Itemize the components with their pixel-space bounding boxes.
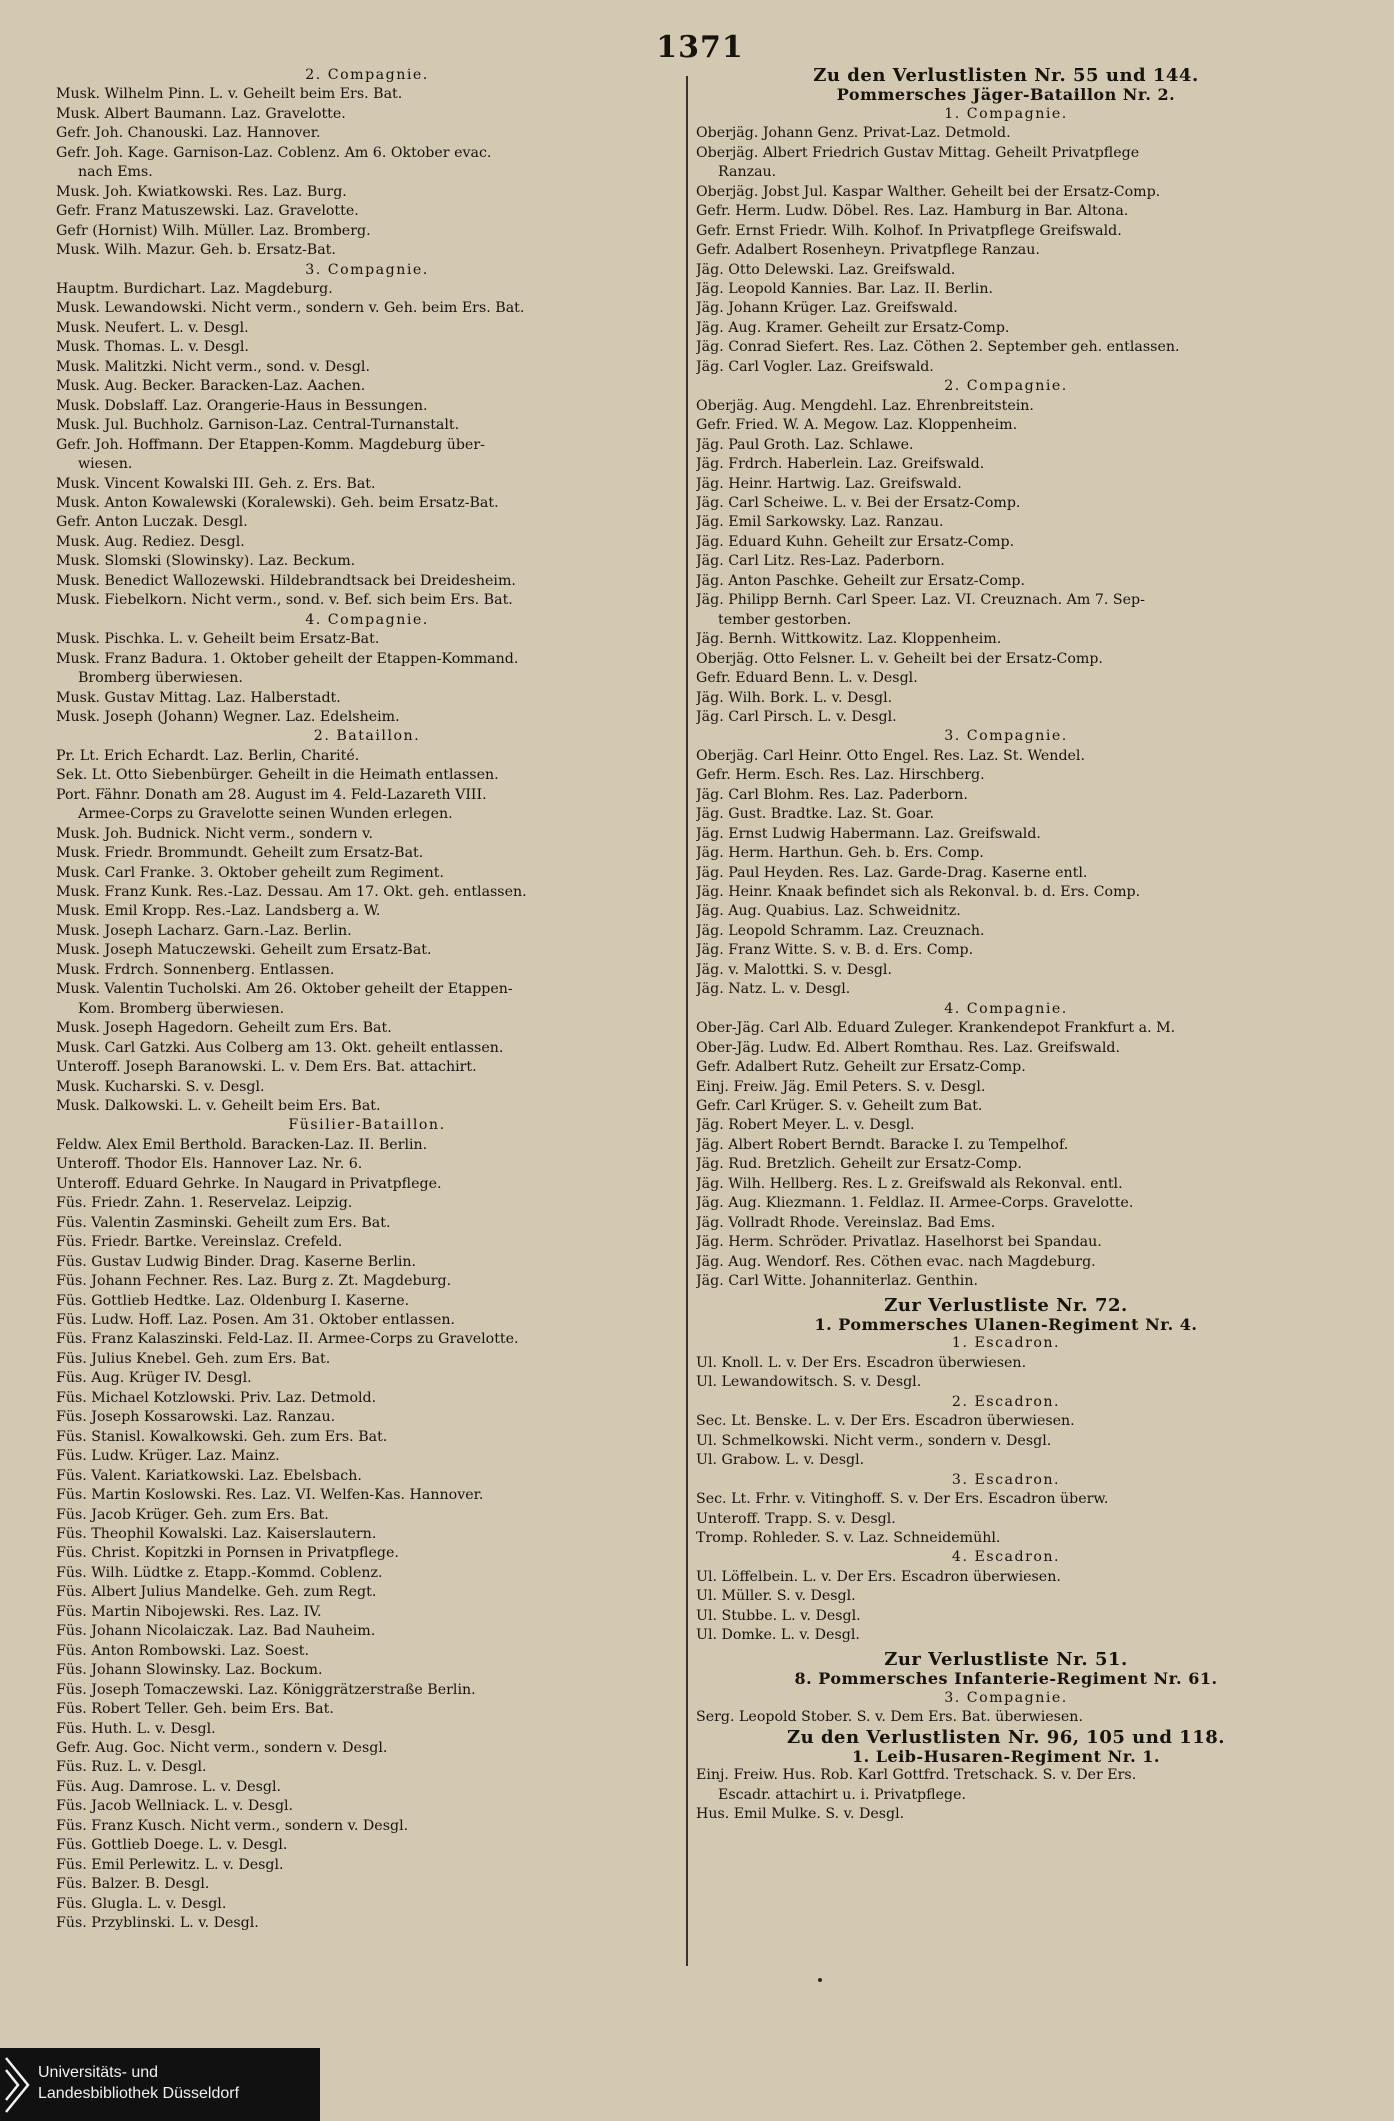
- casualty-entry: Jäg. Vollradt Rhode. Vereinslaz. Bad Ems.: [696, 1214, 996, 1231]
- casualty-entry: Jäg. Carl Scheiwe. L. v. Bei der Ersatz-Comp.: [696, 494, 1021, 511]
- casualty-entry: Jäg. Bernh. Wittkowitz. Laz. Kloppenheim.: [696, 631, 1002, 648]
- unit-heading: 4. Compagnie.: [944, 1000, 1068, 1017]
- casualty-entry: Jäg. Leopold Kannies. Bar. Laz. II. Berlin.: [696, 280, 993, 297]
- library-logo-line1: Universitäts- und: [38, 2064, 159, 2081]
- unit-heading: 1. Escadron.: [951, 1335, 1061, 1352]
- casualty-entry: Musk. Thomas. L. v. Desgl.: [56, 339, 249, 356]
- casualty-entry: Jäg. Leopold Schramm. Laz. Creuznach.: [696, 922, 985, 939]
- casualty-entry: Jäg. Carl Witte. Johanniterlaz. Genthin.: [696, 1273, 978, 1290]
- regiment-heading: 8. Pommersches Infanterie-Regiment Nr. 61.: [794, 1669, 1218, 1689]
- unit-heading: 4. Escadron.: [951, 1549, 1061, 1566]
- casualty-entry: Füs. Gottlieb Hedtke. Laz. Oldenburg I. Kaserne.: [56, 1292, 410, 1309]
- casualty-entry: Füs. Joseph Tomaczewski. Laz. Königgrätzerstraße Berlin.: [56, 1681, 476, 1698]
- casualty-entry: Musk. Gustav Mittag. Laz. Halberstadt.: [56, 689, 341, 706]
- casualty-entry: Füs. Johann Slowinsky. Laz. Bockum.: [56, 1662, 323, 1679]
- casualty-entry: Jäg. Rud. Bretzlich. Geheilt zur Ersatz-Comp.: [696, 1156, 1022, 1173]
- unit-heading: 3. Compagnie.: [944, 1689, 1068, 1706]
- casualty-entry: Füs. Johann Fechner. Res. Laz. Burg z. Zt. Magdeburg.: [56, 1273, 452, 1290]
- casualty-entry: Jäg. Herm. Schröder. Privatlaz. Haselhorst bei Spandau.: [696, 1234, 1102, 1251]
- casualty-entry: Ul. Stubbe. L. v. Desgl.: [696, 1607, 861, 1624]
- casualty-entry: Füs. Stanisl. Kowalkowski. Geh. zum Ers. Bat.: [56, 1428, 388, 1445]
- casualty-entry: Gefr. Franz Matuszewski. Laz. Gravelotte.: [56, 203, 359, 220]
- page-number: 1371: [656, 30, 744, 65]
- casualty-entry: Sec. Lt. Benske. L. v. Der Ers. Escadron überwiesen.: [696, 1413, 1075, 1430]
- casualty-entry: Serg. Leopold Stober. S. v. Dem Ers. Bat. überwiesen.: [696, 1709, 1083, 1726]
- casualty-entry: Ul. Lewandowitsch. S. v. Desgl.: [696, 1374, 922, 1391]
- casualty-entry: Gefr. Eduard Benn. L. v. Desgl.: [696, 670, 918, 687]
- unit-heading: 1. Compagnie.: [944, 105, 1068, 122]
- casualty-entry: Tromp. Rohleder. S. v. Laz. Schneidemühl.: [696, 1529, 1001, 1546]
- casualty-entry: Musk. Aug. Becker. Baracken-Laz. Aachen.: [56, 378, 366, 395]
- casualty-entry: Musk. Fiebelkorn. Nicht verm., sond. v. Bef. sich beim Ers. Bat.: [56, 592, 513, 609]
- casualty-entry: Musk. Franz Badura. 1. Oktober geheilt der Etappen-Kommand.: [56, 650, 519, 667]
- casualty-entry: Musk. Franz Kunk. Res.-Laz. Dessau. Am 17. Okt. geh. entlassen.: [56, 884, 527, 901]
- casualty-entry: Hus. Emil Mulke. S. v. Desgl.: [696, 1806, 905, 1823]
- casualty-entry: Jäg. Robert Meyer. L. v. Desgl.: [696, 1117, 915, 1134]
- casualty-entry: Einj. Freiw. Jäg. Emil Peters. S. v. Desgl.: [696, 1078, 986, 1095]
- regiment-heading: 1. Pommersches Ulanen-Regiment Nr. 4.: [814, 1315, 1198, 1334]
- library-logo-text: [38, 2062, 239, 2104]
- casualty-entry: Ul. Schmelkowski. Nicht verm., sondern v. Desgl.: [696, 1432, 1052, 1449]
- casualty-entry: Jäg. Otto Delewski. Laz. Greifswald.: [696, 261, 956, 278]
- casualty-entry: Kom. Bromberg überwiesen.: [78, 1000, 285, 1017]
- casualty-entry: Jäg. Johann Krüger. Laz. Greifswald.: [696, 300, 958, 317]
- casualty-entry: Füs. Christ. Kopitzki in Pornsen in Privatpflege.: [56, 1545, 399, 1562]
- casualty-entry: Port. Fähnr. Donath am 28. August im 4. Feld-Lazareth VIII.: [56, 786, 487, 803]
- casualty-entry: Musk. Valentin Tucholski. Am 26. Oktober geheilt der Etappen-: [56, 981, 513, 998]
- casualty-entry: Musk. Joseph (Johann) Wegner. Laz. Edelsheim.: [56, 708, 400, 725]
- casualty-entry: Füs. Michael Kotzlowski. Priv. Laz. Detmold.: [56, 1389, 377, 1406]
- casualty-entry: Füs. Ludw. Krüger. Laz. Mainz.: [56, 1448, 280, 1465]
- casualty-entry: Gefr. Adalbert Rutz. Geheilt zur Ersatz-Comp.: [696, 1059, 1026, 1076]
- casualty-entry: Gefr. Fried. W. A. Megow. Laz. Kloppenheim.: [696, 417, 1018, 434]
- casualty-entry: Gefr. Herm. Ludw. Döbel. Res. Laz. Hamburg in Bar. Altona.: [696, 203, 1129, 220]
- casualty-entry: Jäg. Aug. Quabius. Laz. Schweidnitz.: [696, 903, 961, 920]
- regiment-heading: Pommersches Jäger-Bataillon Nr. 2.: [836, 85, 1176, 105]
- casualty-entry: Musk. Wilhelm Pinn. L. v. Geheilt beim Ers. Bat.: [56, 86, 403, 103]
- casualty-entry: Sec. Lt. Frhr. v. Vitinghoff. S. v. Der Ers. Escadron überw.: [696, 1491, 1109, 1508]
- casualty-entry: Musk. Emil Kropp. Res.-Laz. Landsberg a. W.: [56, 903, 381, 920]
- unit-heading: Füsilier-Bataillon.: [288, 1117, 446, 1134]
- casualty-entry: Gefr. Joh. Chanouski. Laz. Hannover.: [56, 125, 321, 142]
- casualty-entry: Füs. Anton Rombowski. Laz. Soest.: [56, 1642, 309, 1659]
- casualty-entry: Feldw. Alex Emil Berthold. Baracken-Laz. II. Berlin.: [56, 1136, 428, 1153]
- casualty-entry: Füs. Huth. L. v. Desgl.: [56, 1720, 216, 1737]
- casualty-entry: Füs. Gustav Ludwig Binder. Drag. Kaserne Berlin.: [56, 1253, 417, 1270]
- casualty-entry: Gefr. Herm. Esch. Res. Laz. Hirschberg.: [696, 767, 985, 784]
- casualty-entry: Füs. Robert Teller. Geh. beim Ers. Bat.: [56, 1701, 334, 1718]
- casualty-entry: Füs. Joseph Kossarowski. Laz. Ranzau.: [56, 1409, 336, 1426]
- casualty-entry: Ul. Grabow. L. v. Desgl.: [696, 1452, 865, 1469]
- casualty-entry: nach Ems.: [78, 164, 153, 181]
- casualty-entry: Musk. Jul. Buchholz. Garnison-Laz. Central-Turnanstalt.: [56, 417, 460, 434]
- casualty-entry: Jäg. Paul Heyden. Res. Laz. Garde-Drag. Kaserne entl.: [696, 864, 1088, 881]
- casualty-entry: Musk. Aug. Rediez. Desgl.: [56, 533, 245, 550]
- casualty-entry: Ul. Löffelbein. L. v. Der Ers. Escadron überwiesen.: [696, 1568, 1061, 1585]
- casualty-entry: Füs. Aug. Krüger IV. Desgl.: [56, 1370, 252, 1387]
- casualty-entry: Pr. Lt. Erich Echardt. Laz. Berlin, Charité.: [56, 747, 360, 764]
- casualty-entry: Sek. Lt. Otto Siebenbürger. Geheilt in die Heimath entlassen.: [56, 767, 499, 784]
- casualty-entry: Gefr. Joh. Kage. Garnison-Laz. Coblenz. Am 6. Oktober evac.: [56, 144, 492, 161]
- casualty-entry: Escadr. attachirt u. i. Privatpflege.: [718, 1786, 966, 1803]
- casualty-entry: Musk. Carl Franke. 3. Oktober geheilt zum Regiment.: [56, 864, 444, 881]
- casualty-entry: Füs. Balzer. B. Desgl.: [56, 1876, 210, 1893]
- casualty-entry: Füs. Martin Nibojewski. Res. Laz. IV.: [56, 1603, 322, 1620]
- column-divider: [686, 76, 688, 1966]
- casualty-entry: Füs. Ruz. L. v. Desgl.: [56, 1759, 207, 1776]
- casualty-entry: Jäg. Wilh. Bork. L. v. Desgl.: [696, 689, 893, 706]
- casualty-entry: Oberjäg. Jobst Jul. Kaspar Walther. Geheilt bei der Ersatz-Comp.: [696, 183, 1161, 200]
- unit-heading: 2. Bataillon.: [313, 728, 421, 745]
- casualty-entry: Musk. Joseph Hagedorn. Geheilt zum Ers. Bat.: [56, 1020, 392, 1037]
- casualty-entry: Füs. Aug. Damrose. L. v. Desgl.: [56, 1778, 282, 1795]
- casualty-entry: Hauptm. Burdichart. Laz. Magdeburg.: [56, 280, 333, 297]
- casualty-entry: Musk. Anton Kowalewski (Koralewski). Geh. beim Ersatz-Bat.: [56, 494, 499, 511]
- casualty-entry: Musk. Pischka. L. v. Geheilt beim Ersatz-Bat.: [56, 631, 380, 648]
- casualty-entry: Oberjäg. Albert Friedrich Gustav Mittag. Geheilt Privatpflege: [696, 144, 1140, 161]
- casualty-entry: Musk. Kucharski. S. v. Desgl.: [56, 1078, 265, 1095]
- casualty-entry: Musk. Joseph Matuczewski. Geheilt zum Ersatz-Bat.: [56, 942, 432, 959]
- casualty-entry: Jäg. Carl Vogler. Laz. Greifswald.: [696, 358, 934, 375]
- casualty-entry: Jäg. Carl Litz. Res-Laz. Paderborn.: [696, 553, 945, 570]
- casualty-entry: Musk. Carl Gatzki. Aus Colberg am 13. Okt. geheilt entlassen.: [56, 1039, 504, 1056]
- casualty-entry: Füs. Friedr. Bartke. Vereinslaz. Crefeld.: [56, 1234, 343, 1251]
- casualty-entry: Musk. Friedr. Brommundt. Geheilt zum Ersatz-Bat.: [56, 845, 424, 862]
- unit-heading: 2. Compagnie.: [944, 378, 1068, 395]
- right-column: [696, 66, 1316, 1825]
- casualty-entry: Füs. Glugla. L. v. Desgl.: [56, 1895, 227, 1912]
- casualty-entry: Musk. Slomski (Slowinsky). Laz. Beckum.: [56, 553, 356, 570]
- casualty-entry: Musk. Vincent Kowalski III. Geh. z. Ers. Bat.: [56, 475, 376, 492]
- casualty-entry: Gefr. Anton Luczak. Desgl.: [56, 514, 248, 531]
- casualty-entry: tember gestorben.: [718, 611, 852, 628]
- casualty-entry: Musk. Joh. Kwiatkowski. Res. Laz. Burg.: [56, 183, 347, 200]
- casualty-entry: Füs. Wilh. Lüdtke z. Etapp.-Kommd. Coblenz.: [56, 1564, 383, 1581]
- library-logo-icon: [4, 2056, 30, 2114]
- unit-heading: 2. Compagnie.: [305, 67, 429, 83]
- casualty-entry: Unteroff. Trapp. S. v. Desgl.: [696, 1510, 896, 1527]
- casualty-entry: Oberjäg. Aug. Mengdehl. Laz. Ehrenbreitstein.: [696, 397, 1034, 414]
- casualty-entry: Musk. Lewandowski. Nicht verm., sondern v. Geh. beim Ers. Bat.: [56, 300, 525, 317]
- unit-heading: 2. Escadron.: [951, 1393, 1061, 1410]
- list-title: Zur Verlustliste Nr. 72.: [884, 1295, 1128, 1315]
- list-title: Zur Verlustliste Nr. 51.: [884, 1649, 1128, 1670]
- casualty-entry: Jäg. Natz. L. v. Desgl.: [696, 981, 851, 998]
- casualty-entry: Musk. Neufert. L. v. Desgl.: [56, 319, 249, 336]
- casualty-entry: Musk. Benedict Wallozewski. Hildebrandtsack bei Dreidesheim.: [56, 572, 516, 589]
- casualty-entry: Jäg. Heinr. Hartwig. Laz. Greifswald.: [696, 475, 962, 492]
- casualty-entry: Oberjäg. Otto Felsner. L. v. Geheilt bei der Ersatz-Comp.: [696, 650, 1103, 667]
- casualty-entry: Jäg. Aug. Wendorf. Res. Cöthen evac. nach Magdeburg.: [696, 1253, 1096, 1270]
- casualty-entry: Musk. Dobslaff. Laz. Orangerie-Haus in Bessungen.: [56, 397, 428, 414]
- casualty-entry: Musk. Malitzki. Nicht verm., sond. v. Desgl.: [56, 358, 370, 375]
- casualty-entry: Jäg. Wilh. Hellberg. Res. L z. Greifswald als Rekonval. entl.: [696, 1175, 1123, 1192]
- casualty-entry: Oberjäg. Johann Genz. Privat-Laz. Detmold.: [696, 125, 1011, 142]
- casualty-entry: Füs. Friedr. Zahn. 1. Reservelaz. Leipzig.: [56, 1195, 353, 1212]
- regiment-heading: 1. Leib-Husaren-Regiment Nr. 1.: [852, 1746, 1160, 1766]
- casualty-entry: Jäg. v. Malottki. S. v. Desgl.: [696, 961, 892, 978]
- casualty-entry: Jäg. Conrad Siefert. Res. Laz. Cöthen 2. September geh. entlassen.: [696, 339, 1180, 356]
- casualty-entry: Musk. Albert Baumann. Laz. Gravelotte.: [56, 105, 346, 122]
- casualty-entry: Ranzau.: [718, 164, 777, 181]
- casualty-entry: Jäg. Gust. Bradtke. Laz. St. Goar.: [696, 806, 935, 823]
- casualty-entry: Armee-Corps zu Gravelotte seinen Wunden erlegen.: [78, 806, 453, 823]
- casualty-entry: Ul. Müller. S. v. Desgl.: [696, 1588, 856, 1605]
- ink-speck: [818, 1978, 822, 1982]
- casualty-entry: Gefr. Carl Krüger. S. v. Geheilt zum Bat.: [696, 1098, 983, 1115]
- casualty-entry: Bromberg überwiesen.: [78, 670, 243, 687]
- casualty-entry: Ober-Jäg. Ludw. Ed. Albert Romthau. Res. Laz. Greifswald.: [696, 1039, 1120, 1056]
- casualty-entry: Jäg. Aug. Kramer. Geheilt zur Ersatz-Comp.: [696, 319, 1010, 336]
- casualty-entry: Füs. Jacob Krüger. Geh. zum Ers. Bat.: [56, 1506, 329, 1523]
- casualty-entry: Ul. Knoll. L. v. Der Ers. Escadron überwiesen.: [696, 1354, 1027, 1371]
- casualty-entry: Füs. Valentin Zasminski. Geheilt zum Ers. Bat.: [56, 1214, 391, 1231]
- casualty-entry: Musk. Joh. Budnick. Nicht verm., sondern v.: [56, 825, 373, 842]
- casualty-entry: Jäg. Anton Paschke. Geheilt zur Ersatz-Comp.: [696, 572, 1026, 589]
- casualty-entry: Füs. Przyblinski. L. v. Desgl.: [56, 1915, 259, 1932]
- casualty-entry: Füs. Gottlieb Doege. L. v. Desgl.: [56, 1837, 288, 1854]
- casualty-entry: Unteroff. Eduard Gehrke. In Naugard in Privatpflege.: [56, 1175, 442, 1192]
- library-logo-line2: Landesbibliothek Düsseldorf: [38, 2085, 240, 2102]
- casualty-entry: Füs. Jacob Wellniack. L. v. Desgl.: [56, 1798, 294, 1815]
- list-title: Zu den Verlustlisten Nr. 55 und 144.: [813, 66, 1199, 86]
- casualty-entry: Oberjäg. Carl Heinr. Otto Engel. Res. Laz. St. Wendel.: [696, 747, 1085, 764]
- casualty-entry: Füs. Martin Koslowski. Res. Laz. VI. Welfen-Kas. Hannover.: [56, 1487, 484, 1504]
- casualty-entry: Ober-Jäg. Carl Alb. Eduard Zuleger. Krankendepot Frankfurt a. M.: [696, 1020, 1176, 1037]
- unit-heading: 3. Escadron.: [951, 1471, 1061, 1488]
- casualty-entry: Füs. Franz Kalaszinski. Feld-Laz. II. Armee-Corps zu Gravelotte.: [56, 1331, 519, 1348]
- casualty-entry: Unteroff. Thodor Els. Hannover Laz. Nr. 6.: [56, 1156, 363, 1173]
- casualty-entry: Musk. Joseph Lacharz. Garn.-Laz. Berlin.: [56, 922, 352, 939]
- casualty-entry: Gefr (Hornist) Wilh. Müller. Laz. Bromberg.: [56, 222, 371, 239]
- list-title: Zu den Verlustlisten Nr. 96, 105 und 118.: [786, 1727, 1226, 1747]
- casualty-entry: Füs. Albert Julius Mandelke. Geh. zum Regt.: [56, 1584, 377, 1601]
- casualty-entry: Jäg. Carl Blohm. Res. Laz. Paderborn.: [696, 786, 968, 803]
- casualty-entry: Musk. Wilh. Mazur. Geh. b. Ersatz-Bat.: [56, 242, 336, 259]
- casualty-entry: Musk. Dalkowski. L. v. Geheilt beim Ers. Bat.: [56, 1098, 381, 1115]
- casualty-entry: Jäg. Eduard Kuhn. Geheilt zur Ersatz-Comp.: [696, 533, 1015, 550]
- casualty-entry: Gefr. Aug. Goc. Nicht verm., sondern v. Desgl.: [56, 1739, 388, 1756]
- casualty-entry: Jäg. Heinr. Knaak befindet sich als Rekonval. b. d. Ers. Comp.: [696, 884, 1141, 901]
- casualty-entry: Füs. Johann Nicolaiczak. Laz. Bad Nauheim.: [56, 1623, 376, 1640]
- unit-heading: 4. Compagnie.: [305, 611, 429, 628]
- casualty-entry: wiesen.: [78, 456, 133, 473]
- casualty-entry: Jäg. Franz Witte. S. v. B. d. Ers. Comp.: [696, 942, 974, 959]
- casualty-entry: Jäg. Frdrch. Haberlein. Laz. Greifswald.: [696, 456, 985, 473]
- casualty-entry: Unteroff. Joseph Baranowski. L. v. Dem Ers. Bat. attachirt.: [56, 1059, 477, 1076]
- casualty-entry: Jäg. Herm. Harthun. Geh. b. Ers. Comp.: [696, 845, 984, 862]
- unit-heading: 3. Compagnie.: [944, 728, 1068, 745]
- casualty-entry: Gefr. Adalbert Rosenheyn. Privatpflege Ranzau.: [696, 242, 1040, 259]
- casualty-entry: Jäg. Aug. Kliezmann. 1. Feldlaz. II. Armee-Corps. Gravelotte.: [696, 1195, 1134, 1212]
- casualty-entry: Füs. Julius Knebel. Geh. zum Ers. Bat.: [56, 1350, 331, 1367]
- casualty-entry: Füs. Theophil Kowalski. Laz. Kaiserslautern.: [56, 1525, 377, 1542]
- casualty-entry: Gefr. Ernst Friedr. Wilh. Kolhof. In Privatpflege Greifswald.: [696, 222, 1122, 239]
- casualty-entry: Musk. Frdrch. Sonnenberg. Entlassen.: [56, 961, 335, 978]
- casualty-entry: Jäg. Carl Pirsch. L. v. Desgl.: [696, 708, 897, 725]
- casualty-entry: Einj. Freiw. Hus. Rob. Karl Gottfrd. Tretschack. S. v. Der Ers.: [696, 1767, 1137, 1784]
- casualty-entry: Jäg. Paul Groth. Laz. Schlawe.: [696, 436, 914, 453]
- casualty-entry: Jäg. Emil Sarkowsky. Laz. Ranzau.: [696, 514, 944, 531]
- unit-heading: 3. Compagnie.: [305, 261, 429, 278]
- casualty-entry: Jäg. Philipp Bernh. Carl Speer. Laz. VI. Creuznach. Am 7. Sep-: [696, 592, 1145, 609]
- casualty-entry: Füs. Valent. Kariatkowski. Laz. Ebelsbach.: [56, 1467, 362, 1484]
- casualty-entry: Jäg. Ernst Ludwig Habermann. Laz. Greifswald.: [696, 825, 1041, 842]
- casualty-entry: Ul. Domke. L. v. Desgl.: [696, 1627, 860, 1644]
- casualty-entry: Gefr. Joh. Hoffmann. Der Etappen-Komm. Magdeburg über-: [56, 436, 485, 453]
- casualty-entry: Jäg. Albert Robert Berndt. Baracke I. zu Tempelhof.: [696, 1136, 1069, 1153]
- casualty-entry: Füs. Emil Perlewitz. L. v. Desgl.: [56, 1856, 284, 1873]
- library-logo: [0, 2048, 320, 2121]
- casualty-entry: Füs. Ludw. Hoff. Laz. Posen. Am 31. Oktober entlassen.: [56, 1312, 455, 1328]
- left-column: [56, 66, 678, 1934]
- casualty-entry: Füs. Franz Kusch. Nicht verm., sondern v. Desgl.: [56, 1817, 409, 1834]
